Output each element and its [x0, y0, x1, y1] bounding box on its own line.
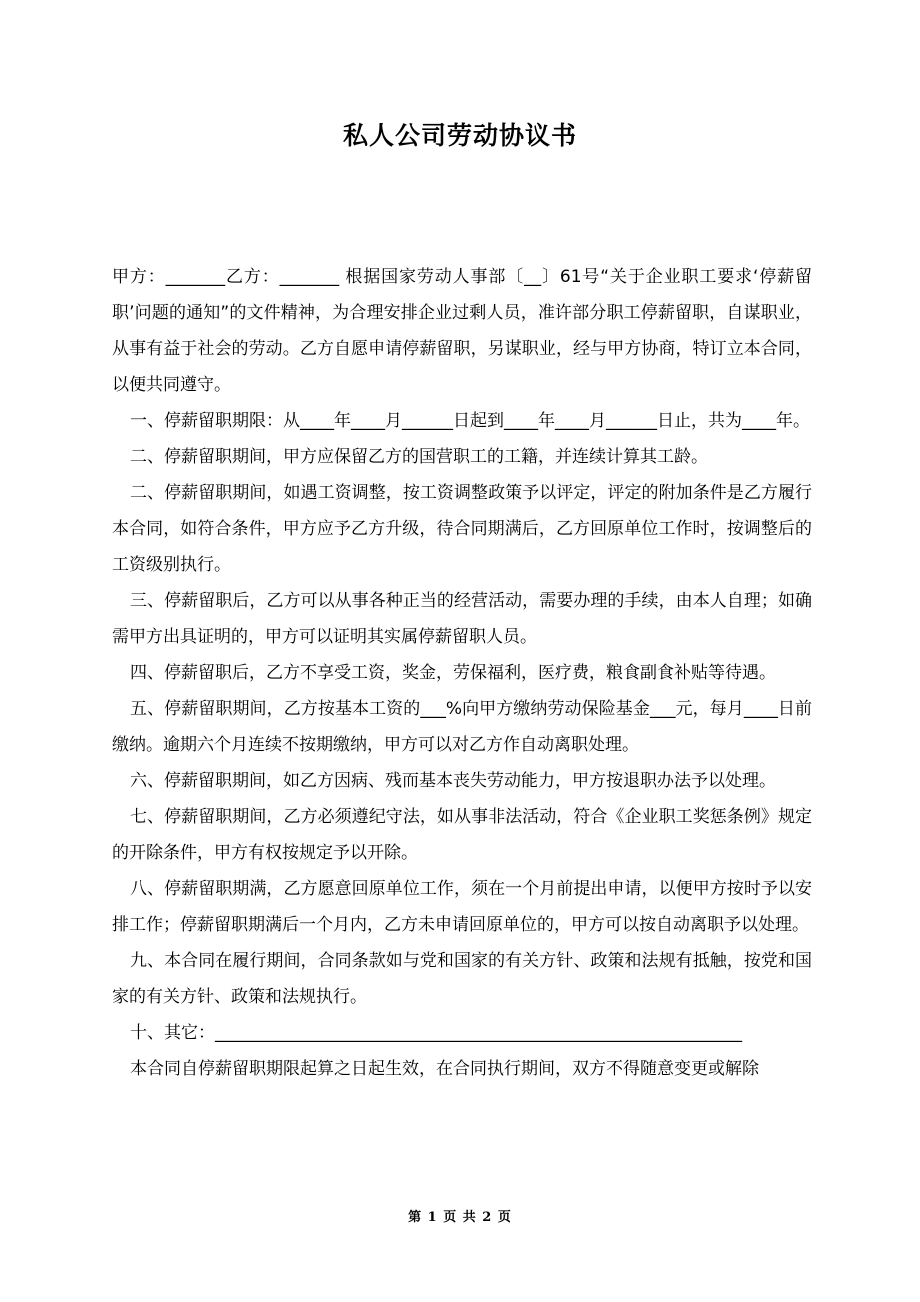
intro-paragraph: 甲方：_______乙方：_______ 根据国家劳动人事部〔__〕61号“关于企业职工要求‘停薪留职’问题的通知”的文件精神，为合理安排企业过剩人员，准许部分职工停薪留职，自谋职业，从事有益于社会的劳动。乙方自愿申请停薪留职，另谋职业，经与甲方协商，特订立本合同，以便共同遵守。 — [112, 267, 812, 395]
page-footer: 第 1 页 共 2 页 — [408, 1210, 512, 1225]
clause-1: 一、停薪留职期限：从____年____月______日起到____年____月______日止，共为____年。 — [130, 411, 810, 431]
clause-3: 三、停薪留职后，乙方可以从事各种正当的经营活动，需要办理的手续，由本人自理；如确需甲方出具证明的，甲方可以证明其实属停薪留职人员。 — [112, 591, 812, 647]
clause-2: 二、停薪留职期间，甲方应保留乙方的国营职工的工籍，并连续计算其工龄。 — [130, 447, 708, 467]
document-title: 私人公司劳动协议书 — [342, 121, 577, 150]
document-body — [112, 259, 812, 1087]
clause-4: 四、停薪留职后，乙方不享受工资，奖金，劳保福利，医疗费，粮食副食补贴等待遇。 — [130, 663, 776, 683]
clause-9: 九、本合同在履行期间，合同条款如与党和国家的有关方针、政策和法规有抵触，按党和国家的有关方针、政策和法规执行。 — [112, 951, 812, 1007]
clause-7: 七、停薪留职期间，乙方必须遵纪守法，如从事非法活动，符合《企业职工奖惩条例》规定的开除条件，甲方有权按规定予以开除。 — [112, 807, 812, 863]
clause-10: 十、其它：______________________________________________________________ — [130, 1023, 742, 1043]
closing-paragraph: 本合同自停薪留职期限起算之日起生效，在合同执行期间，双方不得随意变更或解除 — [130, 1059, 759, 1079]
clause-2b: 二、停薪留职期间，如遇工资调整，按工资调整政策予以评定，评定的附加条件是乙方履行本合同，如符合条件，甲方应予乙方升级，待合同期满后，乙方回原单位工作时，按调整后的工资级别执行。 — [112, 483, 812, 575]
clause-5: 五、停薪留职期间，乙方按基本工资的___%向甲方缴纳劳动保险基金___元，每月____日前缴纳。逾期六个月连续不按期缴纳，甲方可以对乙方作自动离职处理。 — [112, 699, 812, 755]
clause-6: 六、停薪留职期间，如乙方因病、残而基本丧失劳动能力，甲方按退职办法予以处理。 — [130, 771, 776, 791]
clause-8: 八、停薪留职期满，乙方愿意回原单位工作，须在一个月前提出申请，以便甲方按时予以安排工作；停薪留职期满后一个月内，乙方未申请回原单位的，甲方可以按自动离职予以处理。 — [112, 879, 812, 935]
